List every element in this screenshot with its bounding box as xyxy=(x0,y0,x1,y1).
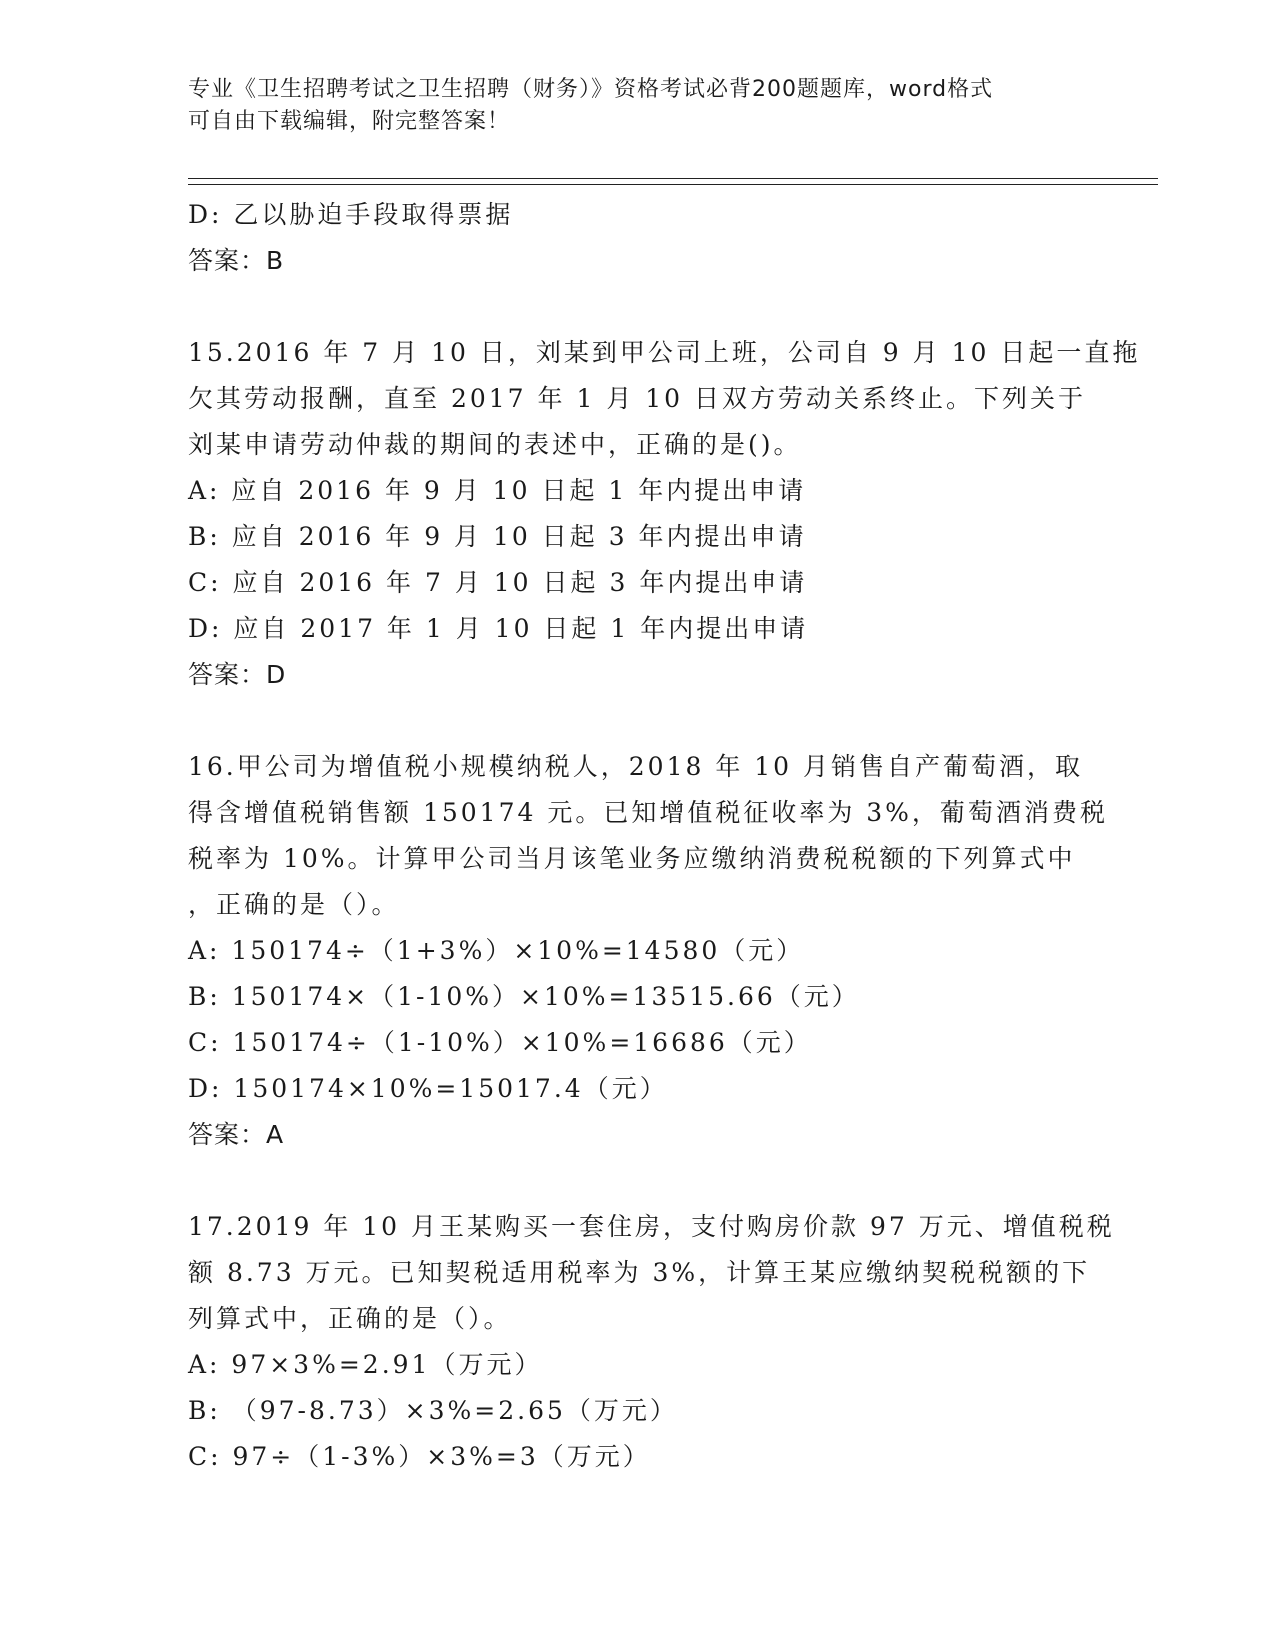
q17-stem-line: 17.2019 年 10 月王某购买一套住房，支付购房价款 97 万元、增值税税 xyxy=(188,1212,1115,1241)
q17-option-c: C: 97÷（1-3%）×3%=3（万元） xyxy=(188,1442,651,1471)
q15-stem-line: 15.2016 年 7 月 10 日，刘某到甲公司上班，公司自 9 月 10 日起一直拖 xyxy=(188,338,1141,367)
q15-option-a: A: 应自 2016 年 9 月 10 日起 1 年内提出申请 xyxy=(188,476,807,505)
header-title-line-2: 可自由下载编辑，附完整答案！ xyxy=(188,109,511,134)
header-title-line-1: 专业《卫生招聘考试之卫生招聘（财务）》资格考试必背200题题库，word格式 xyxy=(188,77,994,102)
spacer xyxy=(188,284,1078,330)
spacer xyxy=(188,1158,1078,1204)
q16-stem-line: ，正确的是（）。 xyxy=(188,890,400,919)
q14-answer: 答案：B xyxy=(188,246,285,275)
document-header xyxy=(188,74,1088,138)
q15-option-b: B: 应自 2016 年 9 月 10 日起 3 年内提出申请 xyxy=(188,522,807,551)
q16-stem-line: 税率为 10%。计算甲公司当月该笔业务应缴纳消费税税额的下列算式中 xyxy=(188,844,1076,873)
q15-option-d: D: 应自 2017 年 1 月 10 日起 1 年内提出申请 xyxy=(188,614,809,643)
q17-option-a: A: 97×3%=2.91（万元） xyxy=(188,1350,543,1379)
q17-stem-line: 列算式中，正确的是（）。 xyxy=(188,1304,512,1333)
q15-stem-line: 刘某申请劳动仲裁的期间的表述中，正确的是()。 xyxy=(188,430,802,459)
q17-stem-line: 额 8.73 万元。已知契税适用税率为 3%，计算王某应缴纳契税税额的下 xyxy=(188,1258,1091,1287)
question-14-tail xyxy=(188,192,1078,284)
q16-option-c: C: 150174÷（1-10%）×10%=16686（元） xyxy=(188,1028,812,1057)
spacer xyxy=(188,698,1078,744)
q16-answer: 答案：A xyxy=(188,1120,285,1149)
q16-stem-line: 16.甲公司为增值税小规模纳税人，2018 年 10 月销售自产葡萄酒，取 xyxy=(188,752,1084,781)
question-16 xyxy=(188,744,1108,1158)
q16-option-a: A: 150174÷（1+3%）×10%=14580（元） xyxy=(188,936,805,965)
q16-stem-line: 得含增值税销售额 150174 元。已知增值税征收率为 3%，葡萄酒消费税 xyxy=(188,798,1108,827)
q16-option-b: B: 150174×（1-10%）×10%=13515.66（元） xyxy=(188,982,860,1011)
q15-stem-line: 欠其劳动报酬，直至 2017 年 1 月 10 日双方劳动关系终止。下列关于 xyxy=(188,384,1087,413)
q17-option-b: B: （97-8.73）×3%=2.65（万元） xyxy=(188,1396,678,1425)
question-content xyxy=(188,192,1141,1480)
header-divider-top xyxy=(188,178,1158,179)
question-17 xyxy=(188,1204,1115,1480)
header-divider-bottom xyxy=(188,184,1158,185)
q15-option-c: C: 应自 2016 年 7 月 10 日起 3 年内提出申请 xyxy=(188,568,808,597)
q16-option-d: D: 150174×10%=15017.4（元） xyxy=(188,1074,668,1103)
q15-answer: 答案：D xyxy=(188,660,287,689)
question-15 xyxy=(188,330,1141,698)
q14-option-d: D: 乙以胁迫手段取得票据 xyxy=(188,200,514,229)
